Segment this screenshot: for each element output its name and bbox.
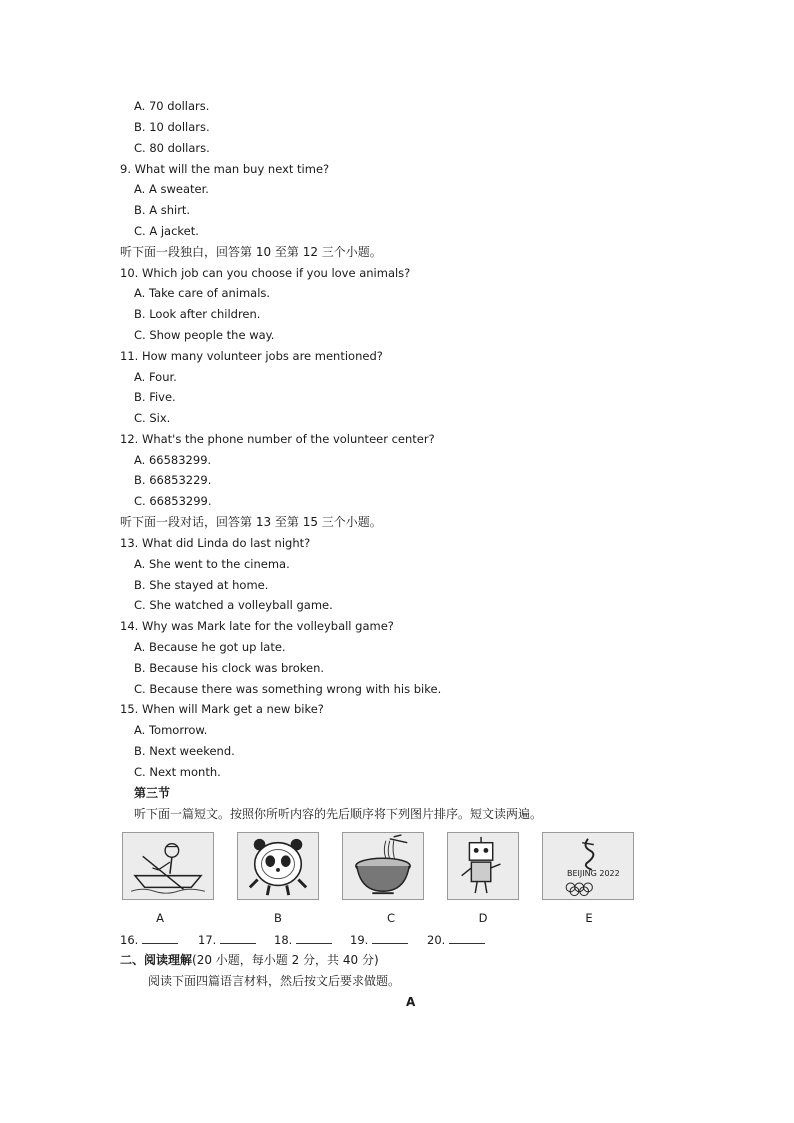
robot-icon	[448, 833, 518, 899]
picture-e-text: BEIJING 2022	[567, 869, 620, 878]
answer-blank-20[interactable]	[427, 932, 485, 948]
picture-e-beijing-2022	[542, 832, 634, 900]
picture-b-panda	[237, 832, 319, 900]
q12-option-b: B. 66853229.	[134, 473, 212, 487]
picture-d-robot	[447, 832, 519, 900]
picture-label-c: C	[386, 911, 396, 925]
q15-question: 15. When will Mark get a new bike?	[120, 702, 324, 716]
picture-label-a: A	[156, 911, 164, 925]
q11-option-b: B. Five.	[134, 390, 176, 404]
blank-number: 16.	[120, 933, 139, 947]
part2-heading	[120, 953, 379, 968]
q8-option-a: A. 70 dollars.	[134, 99, 210, 113]
q11-option-a: A. Four.	[134, 370, 177, 384]
q14-question: 14. Why was Mark late for the volleyball game?	[120, 619, 394, 633]
answer-blank-19[interactable]	[350, 932, 408, 948]
q11-option-c: C. Six.	[134, 411, 171, 425]
passage-label-a: A	[406, 995, 416, 1009]
picture-label-d: D	[478, 911, 488, 925]
q9-option-b: B. A shirt.	[134, 203, 191, 217]
instruction-13-15: 听下面一段对话，回答第 13 至第 15 三个小题。	[120, 515, 382, 529]
blank-number: 19.	[350, 933, 369, 947]
noodle-bowl-icon	[343, 833, 423, 899]
q12-option-a: A. 66583299.	[134, 453, 212, 467]
q10-option-c: C. Show people the way.	[134, 328, 275, 342]
q14-option-b: B. Because his clock was broken.	[134, 661, 325, 675]
q13-option-a: A. She went to the cinema.	[134, 557, 290, 571]
part2-title: 二、阅读理解	[120, 953, 193, 967]
q10-option-b: B. Look after children.	[134, 307, 261, 321]
blank-line[interactable]	[220, 932, 256, 944]
q14-option-a: A. Because he got up late.	[134, 640, 286, 654]
beijing-2022-emblem-icon	[543, 833, 633, 899]
q8-option-c: C. 80 dollars.	[134, 141, 210, 155]
answer-blank-17[interactable]	[198, 932, 256, 948]
q9-option-a: A. A sweater.	[134, 182, 209, 196]
picture-label-b: B	[274, 911, 282, 925]
q14-option-c: C. Because there was something wrong with his bike.	[134, 682, 442, 696]
blank-line[interactable]	[142, 932, 178, 944]
blank-number: 17.	[198, 933, 217, 947]
q12-option-c: C. 66853299.	[134, 494, 212, 508]
picture-a-rowing	[122, 832, 214, 900]
q15-option-c: C. Next month.	[134, 765, 221, 779]
q11-question: 11. How many volunteer jobs are mentioned?	[120, 349, 383, 363]
q12-question: 12. What's the phone number of the volunteer center?	[120, 432, 435, 446]
answer-blank-18[interactable]	[274, 932, 332, 948]
part2-instruction: 阅读下面四篇语言材料，然后按文后要求做题。	[148, 974, 401, 988]
picture-c-noodles	[342, 832, 424, 900]
q15-option-b: B. Next weekend.	[134, 744, 235, 758]
q10-option-a: A. Take care of animals.	[134, 286, 271, 300]
rowing-boat-icon	[123, 833, 213, 899]
panda-mascot-icon	[238, 833, 318, 899]
q9-option-c: C. A jacket.	[134, 224, 199, 238]
q9-question: 9. What will the man buy next time?	[120, 162, 330, 176]
part2-title-rest: (20 小题，每小题 2 分，共 40 分)	[192, 953, 379, 967]
blank-line[interactable]	[296, 932, 332, 944]
section3-title: 第三节	[134, 786, 171, 800]
instruction-10-12: 听下面一段独白，回答第 10 至第 12 三个小题。	[120, 245, 382, 259]
blank-line[interactable]	[449, 932, 485, 944]
q10-question: 10. Which job can you choose if you love animals?	[120, 266, 411, 280]
picture-label-e: E	[585, 911, 593, 925]
section3-instruction: 听下面一篇短文。按照你所听内容的先后顺序将下列图片排序。短文读两遍。	[134, 807, 543, 821]
answer-blank-16[interactable]	[120, 932, 178, 948]
blank-line[interactable]	[372, 932, 408, 944]
blank-number: 18.	[274, 933, 293, 947]
q8-option-b: B. 10 dollars.	[134, 120, 210, 134]
q15-option-a: A. Tomorrow.	[134, 723, 208, 737]
q13-option-b: B. She stayed at home.	[134, 578, 269, 592]
q13-option-c: C. She watched a volleyball game.	[134, 598, 333, 612]
q13-question: 13. What did Linda do last night?	[120, 536, 311, 550]
blank-number: 20.	[427, 933, 446, 947]
